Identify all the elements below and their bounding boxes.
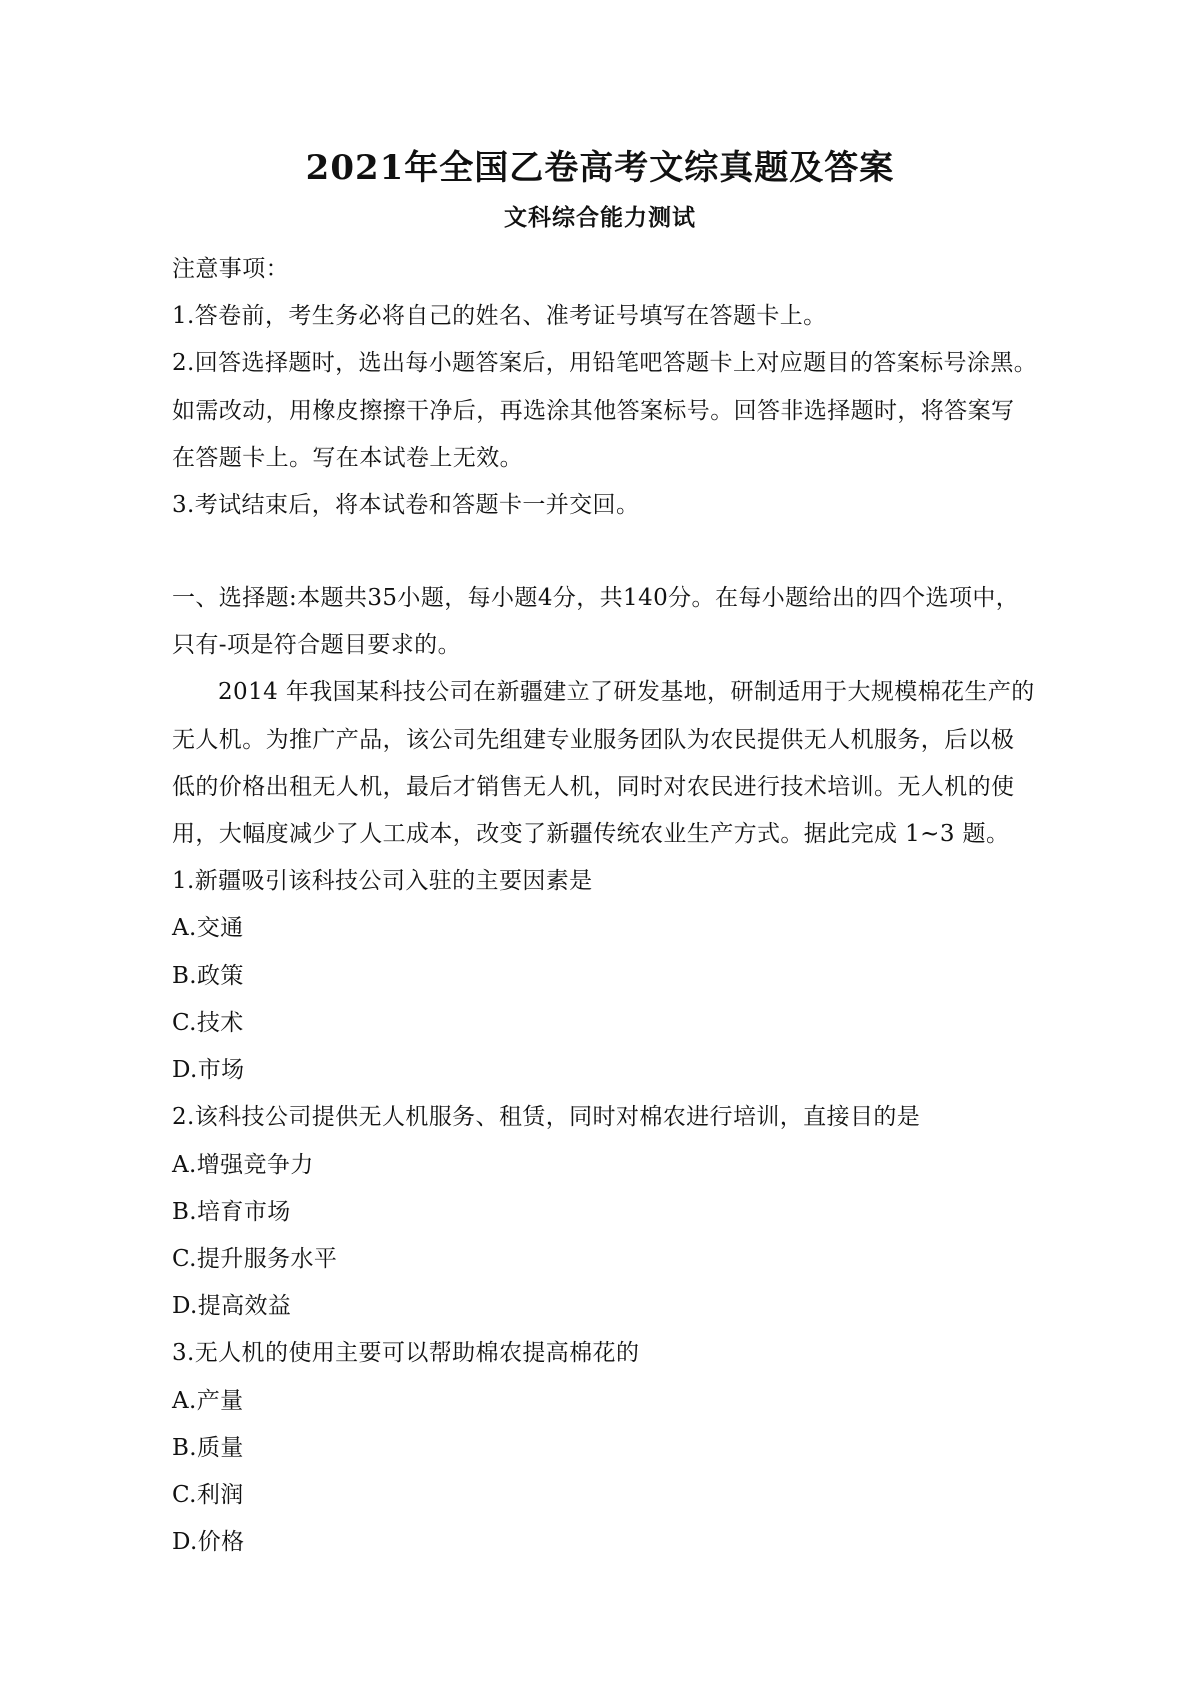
section-instruction: 一、选择题:本题共35小题，每小题4分，共140分。在每小题给出的四个选项中， bbox=[172, 585, 1020, 611]
notice-line: 如需改动，用橡皮擦擦干净后，再选涂其他答案标号。回答非选择题时，将答案写 bbox=[172, 398, 1015, 424]
page-title: 2021年全国乙卷高考文综真题及答案 bbox=[305, 148, 895, 188]
question-option: C.提升服务水平 bbox=[172, 1246, 338, 1272]
passage-line: 2014 年我国某科技公司在新疆建立了研发基地，研制适用于大规模棉花生产的 bbox=[218, 679, 1035, 705]
passage-line: 无人机。为推广产品，该公司先组建专业服务团队为农民提供无人机服务，后以极 bbox=[172, 727, 1015, 753]
question-option: D.价格 bbox=[172, 1529, 245, 1555]
question-option: C.利润 bbox=[172, 1482, 244, 1508]
question-option: C.技术 bbox=[172, 1010, 244, 1036]
passage-line: 低的价格出租无人机，最后才销售无人机，同时对农民进行技术培训。无人机的使 bbox=[172, 774, 1015, 800]
question-stem: 2.该科技公司提供无人机服务、租赁，同时对棉农进行培训，直接目的是 bbox=[172, 1104, 921, 1130]
question-option: A.增强竞争力 bbox=[172, 1152, 314, 1178]
question-option: B.政策 bbox=[172, 963, 244, 989]
question-stem: 3.无人机的使用主要可以帮助棉农提高棉花的 bbox=[172, 1340, 640, 1366]
question-option: D.市场 bbox=[172, 1057, 245, 1083]
question-stem: 1.新疆吸引该科技公司入驻的主要因素是 bbox=[172, 868, 593, 894]
question-option: B.质量 bbox=[172, 1435, 244, 1461]
question-option: A.产量 bbox=[172, 1388, 244, 1414]
question-option: D.提高效益 bbox=[172, 1293, 292, 1319]
question-option: B.培育市场 bbox=[172, 1199, 291, 1225]
notice-line: 2.回答选择题时，选出每小题答案后，用铅笔吧答题卡上对应题目的答案标号涂黑。 bbox=[172, 350, 1038, 376]
passage-line: 用，大幅度减少了人工成本，改变了新疆传统农业生产方式。据此完成 1~3 题。 bbox=[172, 821, 1010, 847]
notice-heading: 注意事项： bbox=[172, 256, 289, 282]
notice-line: 在答题卡上。写在本试卷上无效。 bbox=[172, 445, 523, 471]
question-option: A.交通 bbox=[172, 915, 244, 941]
section-instruction: 只有-项是符合题目要求的。 bbox=[172, 632, 461, 658]
page-subtitle: 文科综合能力测试 bbox=[504, 204, 696, 231]
notice-line: 3.考试结束后，将本试卷和答题卡一并交回。 bbox=[172, 492, 640, 518]
notice-line: 1.答卷前，考生务必将自己的姓名、准考证号填写在答题卡上。 bbox=[172, 303, 827, 329]
